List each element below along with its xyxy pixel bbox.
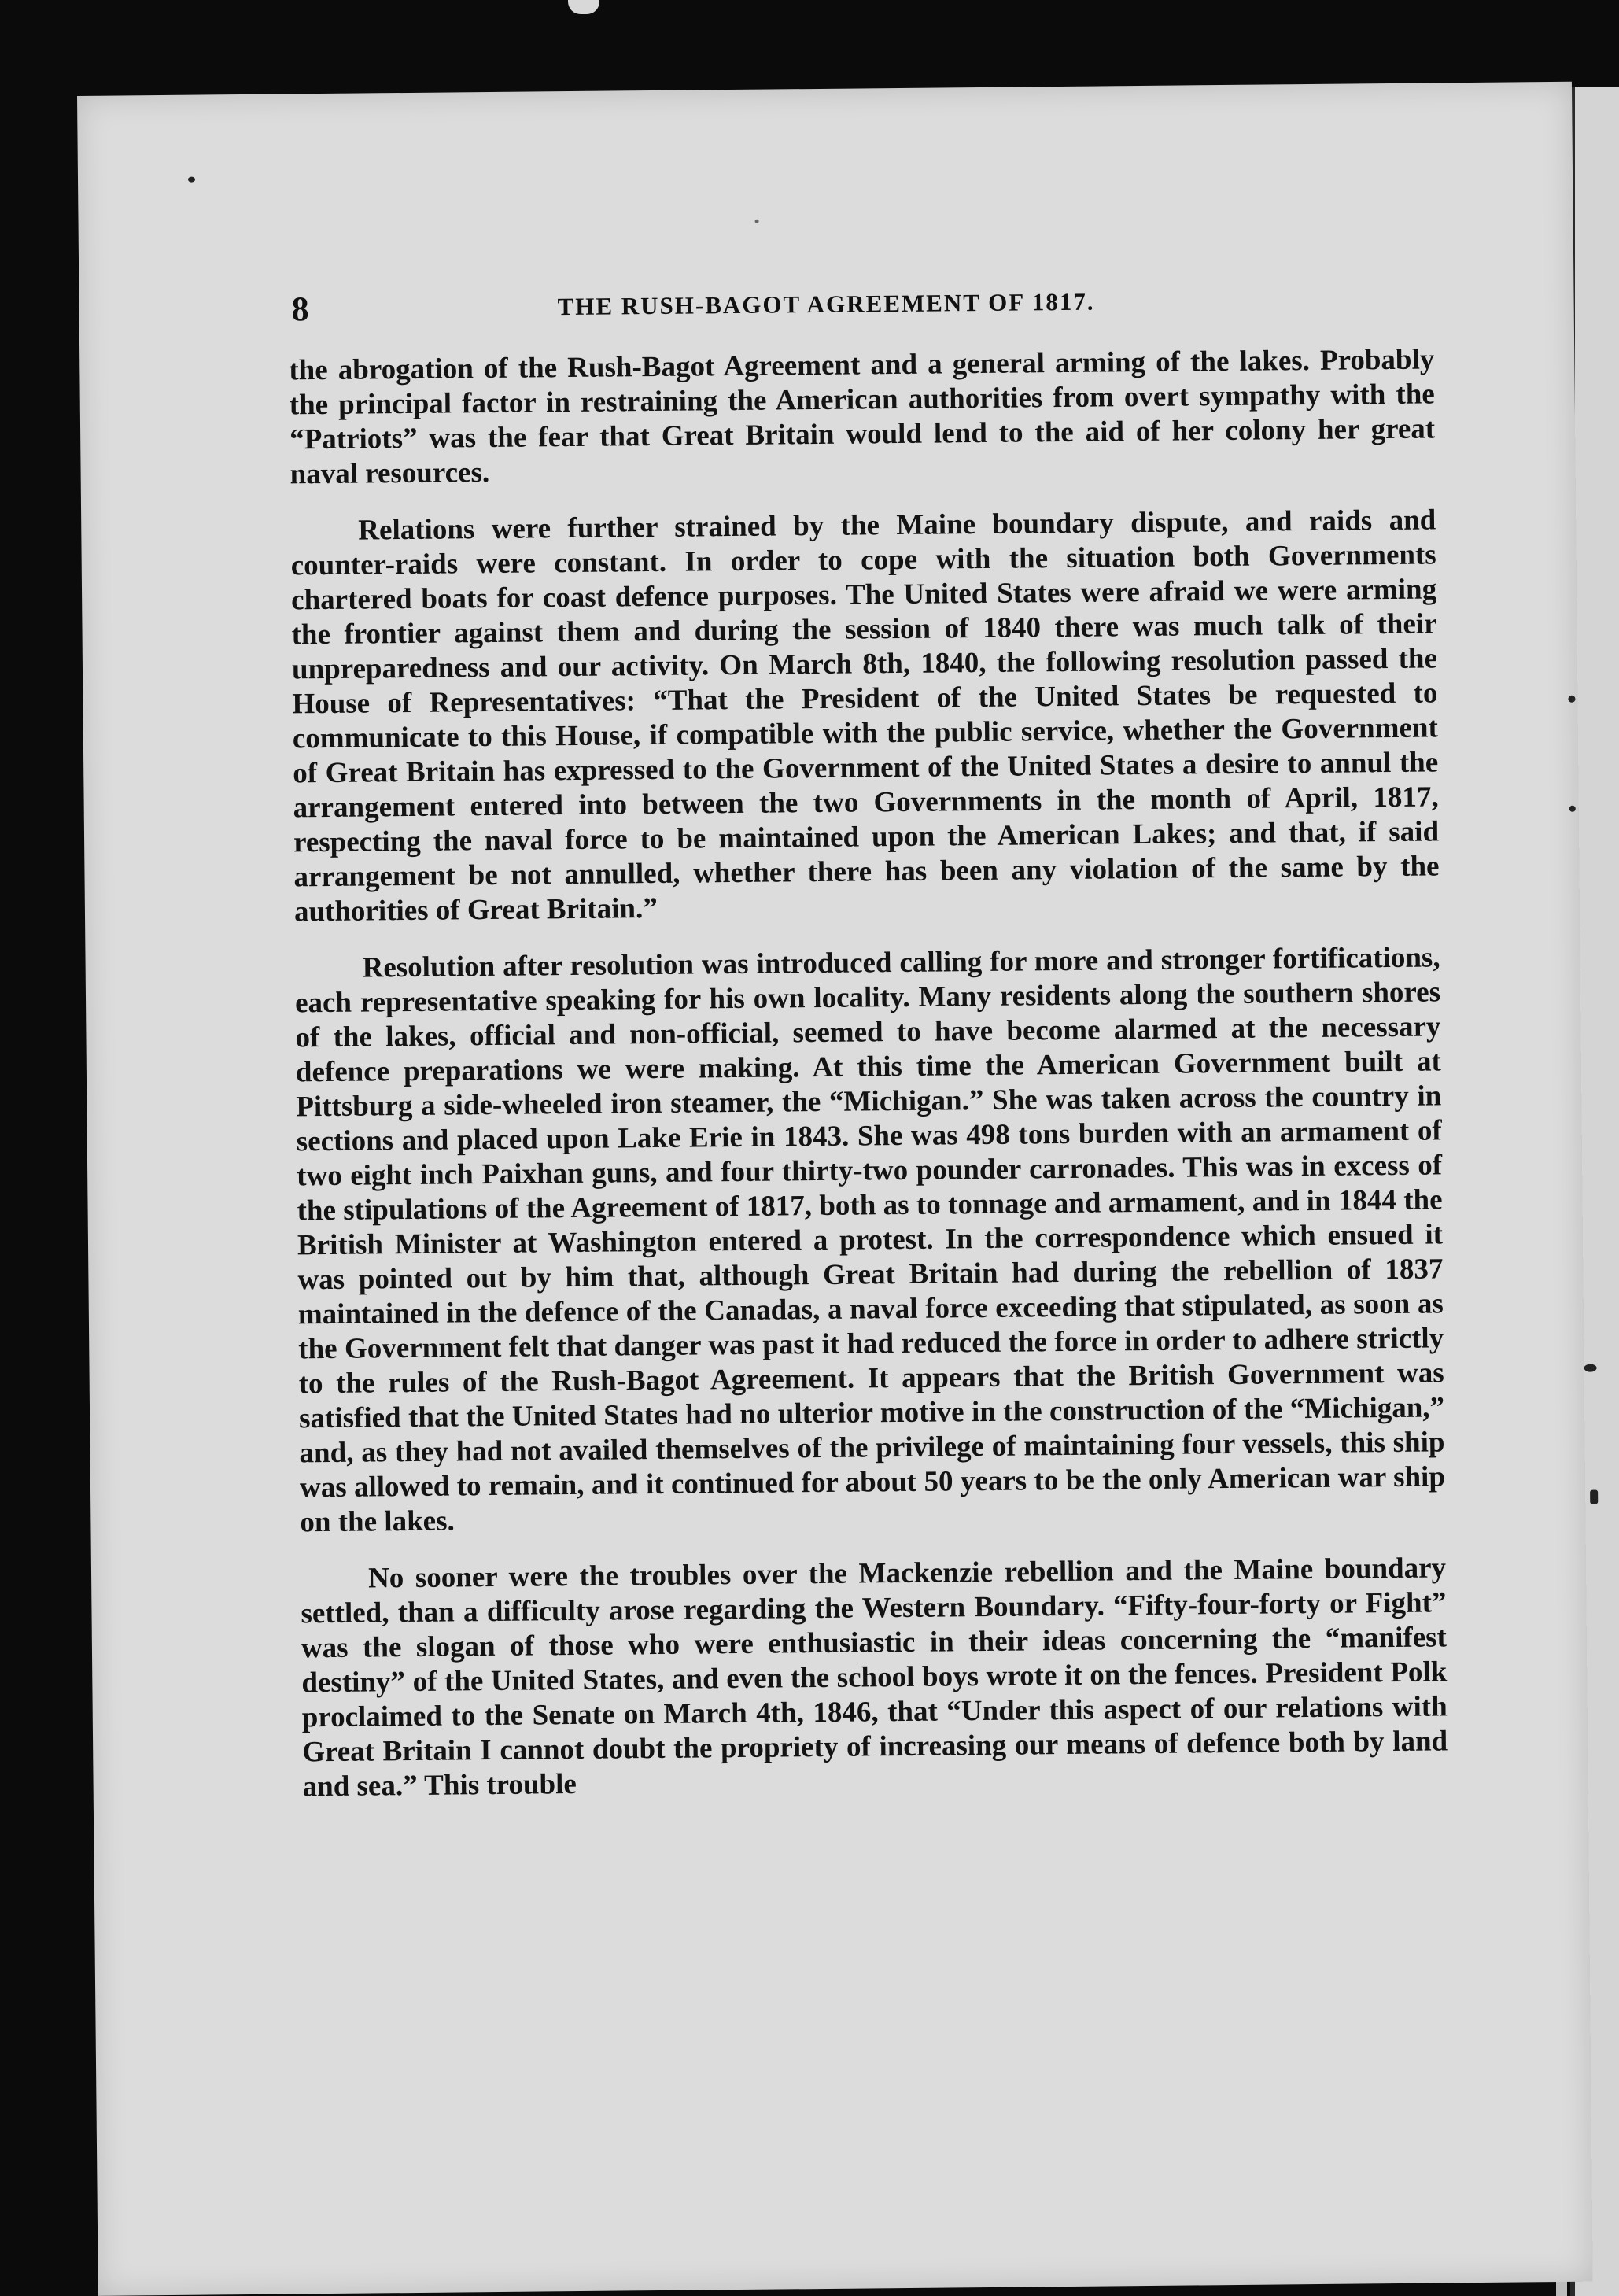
scan-artifact xyxy=(568,0,599,14)
book-page xyxy=(77,82,1593,2296)
ink-speck xyxy=(1569,806,1576,812)
ink-speck xyxy=(188,177,195,183)
paragraph-western-boundary: No sooner were the troubles over the Mackenzie rebellion and the Maine boundary settled, than a difficulty arose regarding the Western Boundary. “Fifty-four-forty or Fight” was the slogan of those who were enthusiastic in their ideas concerning the “manifest destiny” of the United States, and even the school boys wrote it on the fences. President Polk proclaimed to the Senate on March 4th, 1846, that “Under this aspect of our relations with Great Britain I cannot doubt the propriety of increasing our means of defence both by land and sea.” This trouble xyxy=(301,1552,1448,1803)
ink-speck xyxy=(755,220,759,223)
ink-speck xyxy=(1590,1490,1598,1504)
paragraph-maine-boundary: Relations were further strained by the Maine boundary dispute, and raids and counter-raids were constant. In order to cope with the situation both Governments chartered boats for coast defence purposes. The United States were afraid we were arming the frontier against them and during the session of 1840 there was much talk of their unpreparedness and our activity. On March 8th, 1840, the following resolution passed the House of Representatives: “That the President of the United States be requested to communicate to this House, if compatible with the public service, whether the Government of Great Britain has expressed to the Government of the United States a desire to annul the arrangement entered into between the two Governments in the month of April, 1817, respecting the naval force to be maintained upon the American Lakes; and that, if said arrangement be not annulled, whether there has been any violation of the same by the authorities of Great Britain.” xyxy=(290,504,1440,928)
running-head: THE RUSH-BAGOT AGREEMENT OF 1817. xyxy=(557,287,1095,321)
page-number: 8 xyxy=(291,290,309,329)
paragraph-michigan-steamer: Resolution after resolution was introduced calling for more and stronger fortifications, each representative speaking for his own locality. Many residents along the southern shores of the lakes, official and non-official, seemed to have become alarmed at the necessary defence preparations we were making. At this time the American Government built at Pittsburg a side-wheeled iron steamer, the “Michigan.” She was taken across the country in sections and placed upon Lake Erie in 1843. She was 498 tons burden with an armament of two eight inch Paixhan guns, and four thirty-two pounder carronades. This was in excess of the stipulations of the Agreement of 1817, both as to tonnage and armament, and in 1844 the British Minister at Washington entered a protest. In the correspondence which ensued it was pointed out by him that, although Great Britain had during the rebellion of 1837 maintained in the defence of the Canadas, a naval force exceeding that stipulated, as soon as the Government felt that danger was past it had reduced the force in order to adhere strictly to the rules of the Rush-Bagot Agreement. It appears that the British Government was satisfied that the United States had no ulterior motive in the construction of the “Michigan,” and, as they had not availed themselves of the privilege of maintaining four vessels, this ship was allowed to remain, and it continued for about 50 years to be the only American war ship on the lakes. xyxy=(294,941,1446,1539)
paragraph-continuation: the abrogation of the Rush-Bagot Agreement and a general arming of the lakes. Probably the principal factor in restraining the American authorities from overt sympathy with the “Patriots” was the fear that Great Britain would lend to the aid of her colony her great naval resources. xyxy=(289,343,1436,491)
page-header xyxy=(291,279,1377,333)
page-body xyxy=(289,342,1448,1826)
ink-speck xyxy=(1568,696,1575,703)
